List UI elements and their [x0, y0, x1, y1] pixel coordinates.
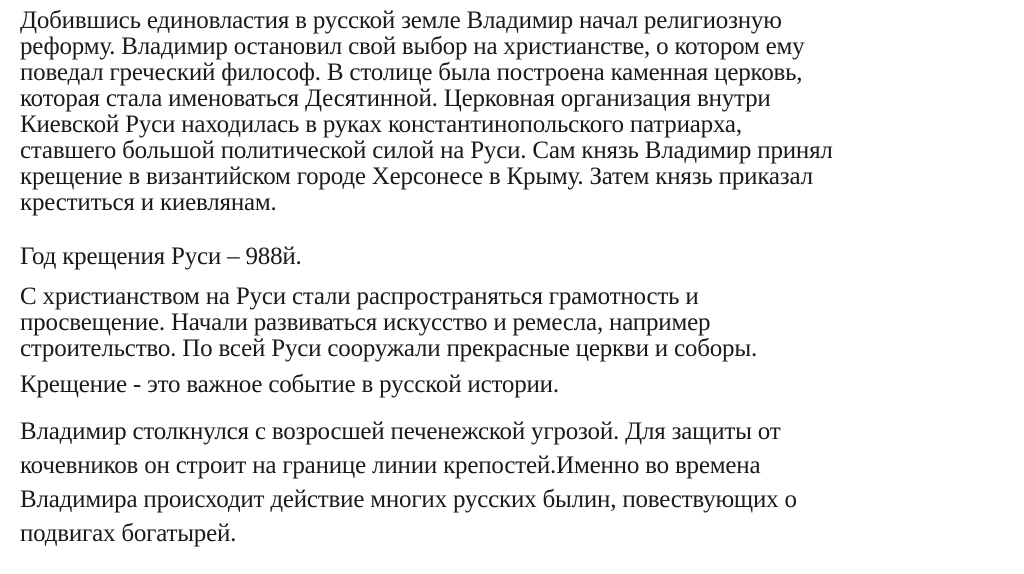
paragraph-baptism-importance: Крещение - это важное событие в русской истории.	[20, 371, 559, 398]
paragraph-christianity-literacy: С христианством на Руси стали распространяться грамотность и просвещение. Начали развиваться искусство и ремесла, например строительство. По всей Руси сооружали прекрасные церкви и соборы.	[20, 283, 757, 362]
paragraph-baptism-year: Год крещения Руси – 988й.	[20, 243, 302, 270]
paragraph-pecheneg-threat: Владимир столкнулся с возросшей печенежской угрозой. Для защиты от кочевников он строит на границе линии крепостей.Именно во времена Владимира происходит действие многих русских былин, повествующих о подвигах богатырей.	[20, 418, 797, 547]
paragraph-vladimir-reform: Добившись единовластия в русской земле Владимир начал религиозную реформу. Владимир остановил свой выбор на христианстве, о котором ему поведал греческий философ. В столице была построена каменная церковь, которая стала именоваться Десятинной. Церковная организация внутри Киевской Руси находилась в руках константинопольского патриарха, ставшего большой политической силой на Руси. Сам князь Владимир принял крещение в византийском городе Херсонесе в Крыму. Затем князь приказал креститься и киевлянам.	[20, 7, 833, 216]
